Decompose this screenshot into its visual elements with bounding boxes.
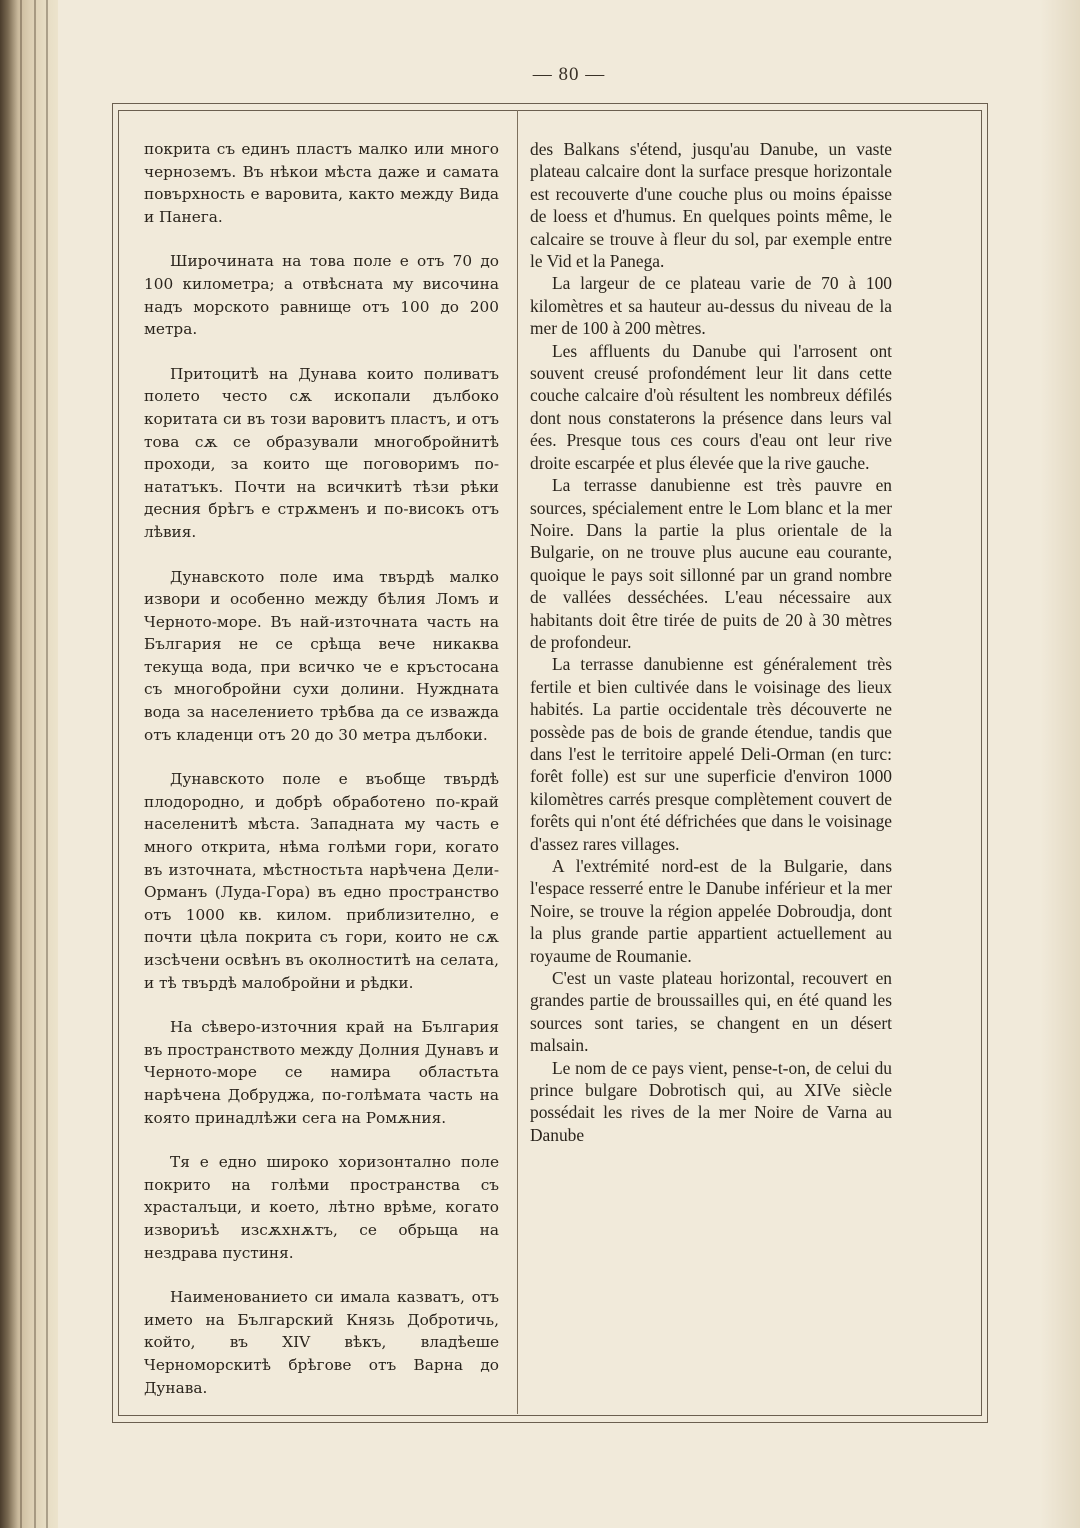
bulgarian-paragraph: На сѣверо-източния край на България въ пространството между Долния Дунавъ и Черното-море се намира областьта нарѣчена Добруджа, по-голѣмата часть на която принадлѣжи сега на Ромѫния. [144,1018,499,1127]
spine-edge-line [46,0,48,1528]
bulgarian-paragraph: покрита съ единъ пластъ малко или много черноземъ. Въ нѣкои мѣста даже и самата повърхность е варовита, както между Вида и Панега. [144,140,499,226]
bulgarian-paragraph: Широчината на това поле е отъ 70 до 100 километра; а отвѣсната му височина надъ морското равнище отъ 100 до 200 метра. [144,252,499,339]
bulgarian-paragraph: Тя е едно широко хоризонтално поле покрито на голѣми пространства съ храсталъци, и което, лѣтно врѣме, когато извориъѣ изсѫхнѫтъ, се обрьща на нездрава пустиня. [144,1153,499,1262]
french-paragraph: La terrasse danubienne est généralement très fertile et bien cultivée dans le voisinage des lieux habités. La partie occidentale très découverte ne possède pas de bois de grande étendue, tandis que dans l'est le territoire appelé Deli-Orman (en turc: forêt folle) est sur une superficie d'environ 1000 kilomètres carrés presque complètement couvert de forêts qui n'ont été défrichées que dans le voisinage d'assez rares villages. [530,654,892,854]
page-number: — 80 — [532,64,606,85]
bulgarian-paragraph: Дунавското поле е въобще твърдѣ плодородно, и добрѣ обработено по-край населенитѣ мѣста. Западната му часть е много открита, нѣма голѣми гори, когато въ източната, мѣстностьта нарѣчена Дели-Орманъ (Луда-Гора) въ едно пространство отъ 1000 кв. килом. приблизително, е почти цѣла покрита съ гори, които не сѫ изсѣчени освѣнъ въ околноститѣ на селата, и тѣ твърдѣ малобройни и рѣдки. [144,770,499,992]
bulgarian-paragraph: Притоцитѣ на Дунава които поливатъ полето често сѫ ископали дълбоко коритата си въ този варовитъ пластъ, и отъ това сѫ се образували многобройнитѣ проходи, за които ще поговоримъ по-нататъкъ. Почти на всичкитѣ тѣзи рѣки десния брѣгъ е стрѫменъ и по-високъ отъ лѣвия. [144,364,499,541]
spine-edge-line [34,0,36,1528]
bulgarian-column [144,138,499,1421]
french-paragraph: des Balkans s'étend, jusqu'au Danube, un vaste plateau calcaire dont la surface presque horizontale est recouverte d'une couche plus ou moins épaisse de loess et d'humus. En quelques points même, le calcaire se trouve à fleur du sol, par exemple entre le Vid et la Panega. [530,139,892,272]
french-paragraph: La terrasse danubienne est très pauvre en sources, spécialement entre le Lom blanc et la mer Noire. Dans la partie la plus orientale de la Bulgarie, on ne trouve plus aucune eau courante, quoique le pays soit sillonné par un grand nombre de vallées desséchées. L'eau nécessaire aux habitants doit être tirée de puits de 20 à 30 mètres de profondeur. [530,475,892,652]
french-paragraph: La largeur de ce plateau varie de 70 à 100 kilomètres et sa hauteur au-dessus du niveau de la mer de 100 à 200 mètres. [530,273,892,339]
french-paragraph: A l'extrémité nord-est de la Bulgarie, dans l'espace resserré entre le Danube inférieur et la mer Noire, se trouve la région appelée Dobroudja, dont la plus grande partie appartient actuellement au royaume de Roumanie. [530,856,892,966]
column-divider [517,110,518,1414]
book-spine [0,0,58,1528]
spine-edge-line [20,0,22,1528]
french-paragraph: Le nom de ce pays vient, pense-t-on, de celui du prince bulgare Dobrotisch qui, au XIVe siècle possédait les rives de la mer Noire de Varna au Danube [530,1057,892,1145]
bulgarian-paragraph: Дунавското поле има твърдѣ малко извори и особенно между бѣлия Ломъ и Черното-море. Въ най-източната часть на България не се срѣща вече никаква текуща вода, при всичко че е кръстосана съ многобройни сухи долини. Нуждната вода за населението трѣбва да се изважда отъ кладенци отъ 20 до 30 метра дълбоки. [144,567,499,744]
french-paragraph: C'est un vaste plateau horizontal, recouvert en grandes partie de broussailles qui, en été quand les sources sont taries, se changent en un désert malsain. [530,968,892,1056]
french-column [530,138,892,1146]
page-edge-shade [1040,0,1080,1528]
bulgarian-paragraph: Наименованието си имала казватъ, отъ името на Българский Князь Добротичь, който, въ XIV вѣкъ, владѣеше Черноморскитѣ брѣгове отъ Варна до Дунава. [144,1288,499,1397]
french-paragraph: Les affluents du Danube qui l'arrosent ont souvent creusé profondément leur lit dans cette couche calcaire d'où résultent les nombreux défilés dont nous constaterons la présence dans leurs val ées. Presque tous ces cours d'eau ont leur rive droite escarpée et plus élevée que la rive gauche. [530,340,892,473]
